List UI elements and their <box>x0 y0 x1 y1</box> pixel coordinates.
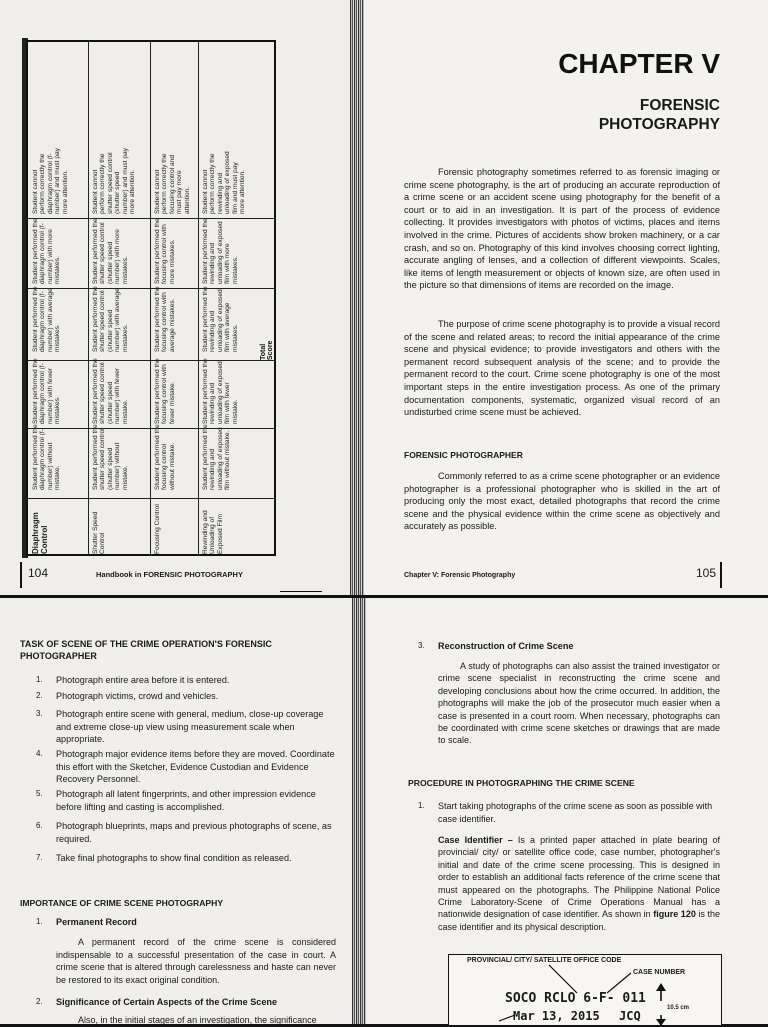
rubric-criterion: Diaphragm Control <box>31 512 49 554</box>
handwritten-code: SOCO RCLO 6-F- 011 <box>505 991 646 1006</box>
step-text: Start taking photographs of the crime scene as soon as possible with case identifier. <box>438 801 713 824</box>
task-number: 4. <box>36 749 43 758</box>
task-text: Photograph victims, crowd and vehicles. <box>56 691 219 701</box>
rubric-cell: Student performed the diaphragm control (f-number) with more mistakes. <box>32 218 62 284</box>
rubric-cell: Student performed the diaphragm control (f-number) with average mistakes. <box>32 286 62 352</box>
rubric-cell: Student cannot perform correctly the shutter speed control (shutter speed number) and must pay more attention. <box>92 148 137 214</box>
list-item <box>418 800 728 825</box>
rubric-cell: Student cannot perform correctly the focusing control and must pay more attention. <box>154 153 191 214</box>
item-title: Permanent Record <box>56 917 137 927</box>
task-item <box>36 690 336 703</box>
rubric-cell: Student performed the shutter speed control (shutter speed number) without mistake. <box>92 424 129 490</box>
list-item <box>36 996 346 1009</box>
case-identifier-tail: is the case identifier and its physical description. <box>438 909 720 932</box>
page-105 <box>350 0 768 595</box>
task-text: Photograph major evidence items before they are moved. Coordinate this effort with the Sketcher, Evidence Custodian and Evidence Recovery Personnel. <box>56 749 335 784</box>
table-column-border <box>150 42 151 554</box>
rubric-cell: Student cannot perform correctly the diaphragm control (f-number) and must pay more attention. <box>32 148 69 214</box>
page-number: 105 <box>696 566 717 580</box>
importance-heading: IMPORTANCE OF CRIME SCENE PHOTOGRAPHY <box>20 898 224 908</box>
significance-text: Also, in the initial stages of an investigation, the significance <box>78 1015 317 1024</box>
task-number: 5. <box>36 789 43 798</box>
size-label: 10.5 cm <box>667 1005 690 1011</box>
item-number: 1. <box>418 801 425 810</box>
task-number: 3. <box>36 709 43 718</box>
intro-paragraph: Forensic photography sometimes referred to as forensic imaging or crime scene photography, is the art of producing an accurate reproduction of a crime scene or an accident scene using photography for the benefit of a court or to aid in an investigation. It is part of the process of evidence collecting. It provides investigators with photos of victims, places and items involved in the crime. Pictures of accidents show broken machinery, or a car crash, and so on. Photography of this kind involves choosing correct lighting, accurate angling of lenses, and a collection of different viewpoints. Scales, like items of length measurement or objects of known size, are often used in the picture so that dimensions of items are recorded on the image. <box>404 167 720 291</box>
task-text: Photograph entire area before it is entered. <box>56 675 230 685</box>
rubric-cell: Student performed the rewinding and unloading of exposed film without mistake. <box>202 424 232 490</box>
reconstruction-text: A study of photographs can also assist the trained investigator or crime scene specialist in reconstructing the crime scene and developing conclusions about how the crime occurred. In addition, the photographs will make the job of the prosecutor much easier when a case is presented in a court room. When necessary, photographs can be coordinated with crime scene sketches or drawings that are made to scale. <box>438 661 720 746</box>
item-title: Significance of Certain Aspects of the Crime Scene <box>56 997 278 1007</box>
rubric-cell: Student performed the diaphragm control (f-number) with fewer mistakes. <box>32 358 62 424</box>
page-104 <box>0 0 350 595</box>
procedure-heading: PROCEDURE IN PHOTOGRAPHING THE CRIME SCENE <box>408 778 635 788</box>
photographer-paragraph: Commonly referred to as a crime scene photographer or an evidence photographer is a professional photographer who is skilled in the art of producing only the most exact, detailed photographs that record the crime scene and the physical evidence within the crime scene as objectively and accurately as possible. <box>404 471 720 532</box>
task-item <box>36 708 336 746</box>
table-column-border <box>198 42 199 554</box>
handwritten-initials: JCQ <box>619 1009 641 1023</box>
rubric-cell: Student performed the diaphragm control (f-number) without mistake. <box>32 424 62 490</box>
item-number: 1. <box>36 917 43 926</box>
case-identifier-text: Is a printed paper attached in plate bearing of provincial/ city/ or satellite office code, case number, photographer's initial and date of the crime scene processing. This is designed in order to establish an additional facts reference of the crime scene that must appeared on the photographs. The Philippine National Police Crime Laboratory-Scene of Crime Operations Manual has a nationwide designation of case identifier. As shown in <box>438 835 720 920</box>
task-text: Photograph blueprints, maps and previous photographs of scene, as required. <box>56 821 332 844</box>
task-number: 2. <box>36 691 43 700</box>
subtitle-line-2: PHOTOGRAPHY <box>598 116 720 133</box>
item-number: 2. <box>36 997 43 1006</box>
rubric-table <box>26 40 276 556</box>
rubric-cell: Student performed the focusing control with average mistakes. <box>154 286 176 352</box>
rubric-cell: Student performed the shutter speed control (shutter speed number) with more mistakes. <box>92 218 129 284</box>
item-title: Reconstruction of Crime Scene <box>438 641 574 651</box>
chapter-subtitle <box>599 96 720 134</box>
rubric-cell: Student performed the shutter speed control (shutter speed number) with fewer mistake. <box>92 358 129 424</box>
task-heading: TASK OF SCENE OF THE CRIME OPERATION'S FORENSIC PHOTOGRAPHER <box>20 639 272 661</box>
rubric-cell: Student performed the shutter speed control (shutter speed number) with average mistakes. <box>92 286 129 352</box>
permanent-record-text: A permanent record of the crime scene is considered indispensable to a successful presentation of the case in court. A crime scene that is altered through carelessness and haste can never be restored to its exact original condition. <box>56 937 336 985</box>
book-spine <box>352 598 366 1024</box>
rubric-cell: Student performed the rewinding and unloading of exposed film with more mistakes. <box>202 218 239 284</box>
page-number: 104 <box>28 566 49 580</box>
total-score-label: Total Score <box>260 340 274 360</box>
section-heading: FORENSIC PHOTOGRAPHER <box>404 450 523 460</box>
list-item <box>36 916 336 929</box>
rubric-cell: Student performed the focusing control with more mistakes. <box>154 218 176 284</box>
case-identifier-label: Case Identifier – <box>438 835 513 845</box>
page-lower-left <box>0 598 352 1024</box>
task-item <box>36 852 336 865</box>
rubric-cell: Student cannot perform correctly the rewinding and unloading of exposed film and must pay more attention. <box>202 151 247 214</box>
table-row-border <box>28 498 274 499</box>
case-identifier-paragraph <box>438 834 720 933</box>
table-column-border <box>88 42 89 554</box>
task-text: Take final photographs to show final condition as released. <box>56 853 292 863</box>
rubric-cell: Student performed the focusing control without mistake. <box>154 424 176 490</box>
chapter-title: CHAPTER V <box>558 48 720 79</box>
case-number-label: CASE NUMBER <box>633 969 686 976</box>
task-item <box>36 674 336 687</box>
running-footer: Handbook in FORENSIC PHOTOGRAPHY <box>96 570 243 579</box>
rubric-cell: Student performed the rewinding and unloading of exposed film with average mistakes. <box>202 286 239 352</box>
book-spine <box>350 0 364 595</box>
table-row-border <box>28 428 274 429</box>
task-item <box>36 748 336 786</box>
office-code-label: PROVINCIAL/ CITY/ SATELLITE OFFICE CODE <box>467 957 622 964</box>
case-identifier-figure <box>448 954 722 1026</box>
page-marker <box>20 562 22 588</box>
rubric-criterion: Shutter Speed Control <box>92 511 107 554</box>
divider <box>280 591 322 592</box>
subtitle-line-1: FORENSIC <box>639 97 720 114</box>
rubric-cell: Student performed the focusing control with fewer mistake. <box>154 358 176 424</box>
task-item <box>36 788 336 813</box>
running-footer: Chapter V: Forensic Photography <box>404 572 516 579</box>
task-text: Photograph entire scene with general, medium, close-up coverage and extreme close-up view using measurement scale when appropriate. <box>56 709 324 744</box>
rubric-cell: Student performed the rewinding and unloading of exposed film with fewer mistake. <box>202 358 239 424</box>
list-item <box>418 640 728 653</box>
task-number: 6. <box>36 821 43 830</box>
task-item <box>36 820 336 845</box>
figure-reference: figure 120 <box>653 909 696 920</box>
rubric-criterion: Rewinding and Unloading of Exposed Film <box>202 510 224 554</box>
task-text: Photograph all latent fingerprints, and other impression evidence before lifting and casting is accomplished. <box>56 789 316 812</box>
task-number: 7. <box>36 853 43 862</box>
handwritten-date: Mar 13, 2015 <box>513 1009 600 1023</box>
item-number: 3. <box>418 641 425 650</box>
task-number: 1. <box>36 675 43 684</box>
purpose-paragraph: The purpose of crime scene photography is to provide a visual record of the scene and related areas; to record the initial appearance of the crime scene and physical evidence; to provide investigators and others with the permanent record subsequent analysis of the scene; and to provide the permanent record to the court. Crime scene photography is one of the most important steps in the entire investigation process. As one of the primary documentation components, systematic, organized visual record of an undisturbed crime scene must be achieved. <box>404 319 720 418</box>
rubric-criterion: Focusing Control <box>154 504 161 554</box>
page-marker <box>720 562 722 588</box>
